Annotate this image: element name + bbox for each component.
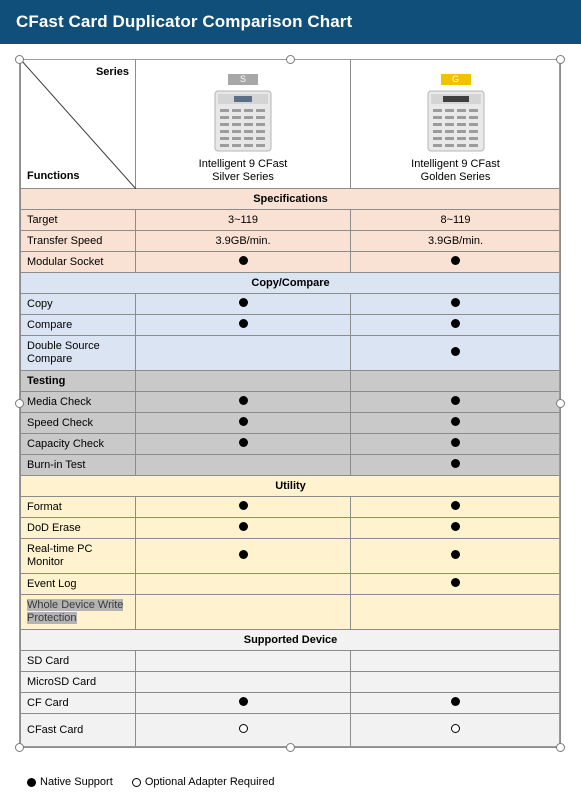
golden-value: 3.9GB/min. (351, 231, 561, 252)
label-line2: Monitor (27, 556, 64, 568)
row-label: DoD Erase (21, 518, 136, 539)
golden-name-line2: Golden Series (420, 171, 491, 183)
section-title: Utility (21, 476, 561, 497)
title-bar (0, 0, 581, 44)
row-label: Event Log (21, 574, 136, 595)
section-title: Supported Device (21, 630, 561, 651)
selection-frame (19, 59, 560, 747)
label-line1: Whole Device Write (27, 599, 124, 611)
silver-value: 3.9GB/min. (136, 231, 351, 252)
row-label: Compare (21, 315, 136, 336)
silver-name-line2: Silver Series (212, 171, 274, 183)
golden-value: 8~119 (351, 210, 561, 231)
resize-handle-middle-left[interactable] (15, 399, 24, 408)
resize-handle-top-left[interactable] (15, 55, 24, 64)
row-label: Format (21, 497, 136, 518)
golden-name-line1: Intelligent 9 CFast (411, 158, 500, 170)
series-label: Series (95, 66, 129, 78)
legend-optional-label: Optional Adapter Required (144, 776, 275, 789)
silver-badge: S (228, 74, 258, 85)
page-title: CFast Card Duplicator Comparison Chart (16, 12, 353, 31)
row-label: Modular Socket (21, 252, 136, 273)
row-label: MicroSD Card (21, 672, 136, 693)
legend-native-label: Native Support (40, 776, 113, 789)
label-line1: Double Source (27, 340, 100, 352)
functions-label: Functions (27, 170, 80, 182)
resize-handle-top-right[interactable] (556, 55, 565, 64)
row-label: Media Check (21, 392, 136, 413)
native-support-dot-icon (27, 778, 36, 787)
row-label: Copy (21, 294, 136, 315)
silver-value: 3~119 (136, 210, 351, 231)
legend (27, 776, 274, 788)
row-label: CF Card (21, 693, 136, 714)
silver-name-line1: Intelligent 9 CFast (198, 158, 288, 170)
resize-handle-bottom-left[interactable] (15, 743, 24, 752)
resize-handle-top-center[interactable] (286, 55, 295, 64)
row-label: Target (21, 210, 136, 231)
row-label: Transfer Speed (21, 231, 136, 252)
golden-badge: G (441, 74, 471, 85)
resize-handle-bottom-center[interactable] (286, 743, 295, 752)
optional-adapter-ring-icon (132, 778, 141, 787)
row-label: SD Card (21, 651, 136, 672)
row-label: CFast Card (21, 714, 136, 748)
label-line2: Protection (27, 612, 77, 624)
section-title: Copy/Compare (21, 273, 561, 294)
label-line2: Compare (27, 353, 73, 365)
section-title: Testing (21, 371, 136, 392)
row-label: Burn-in Test (21, 455, 136, 476)
resize-handle-middle-right[interactable] (556, 399, 565, 408)
row-label: Speed Check (21, 413, 136, 434)
resize-handle-bottom-right[interactable] (556, 743, 565, 752)
section-title: Specifications (21, 189, 561, 210)
row-label: Capacity Check (21, 434, 136, 455)
label-line1: Real-time PC (27, 543, 93, 555)
